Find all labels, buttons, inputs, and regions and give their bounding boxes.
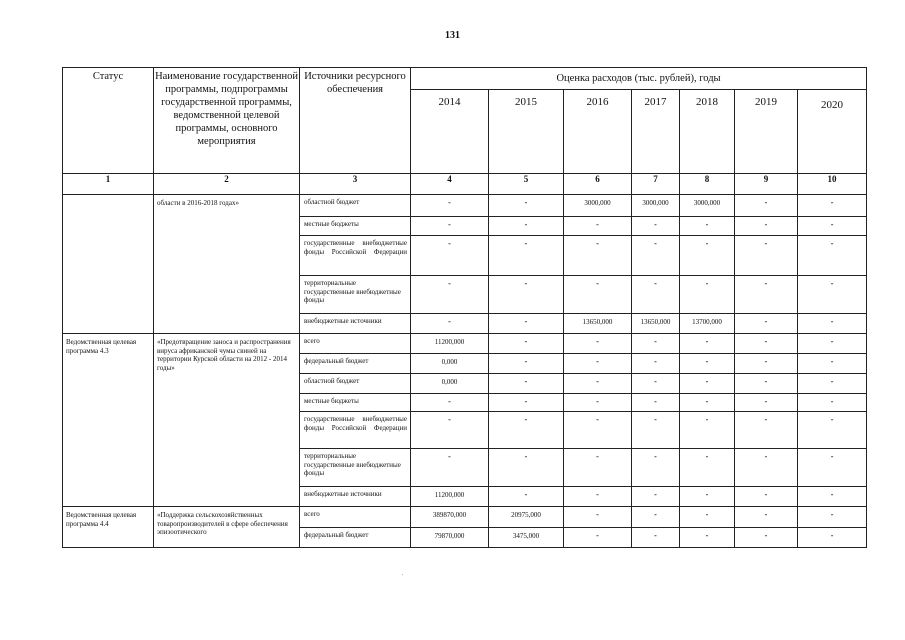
value-cell: - <box>735 487 798 507</box>
value-cell: - <box>411 236 489 276</box>
value-cell: - <box>735 334 798 354</box>
value-cell: 11200,000 <box>411 334 489 354</box>
value-cell: - <box>489 354 564 374</box>
program-name-cell: «Поддержка сельскохозяйственных товаропроизводителей в сфере обеспечения эпизоотического <box>154 507 300 548</box>
value-cell: - <box>680 528 735 548</box>
value-cell: - <box>798 507 867 528</box>
value-cell: - <box>798 487 867 507</box>
value-cell: - <box>564 528 632 548</box>
value-cell: 389870,000 <box>411 507 489 528</box>
value-cell: - <box>564 354 632 374</box>
value-cell: - <box>632 487 680 507</box>
value-cell: - <box>798 374 867 394</box>
value-cell: - <box>411 412 489 449</box>
column-number: 9 <box>735 174 798 195</box>
value-cell: - <box>735 314 798 334</box>
value-cell: - <box>632 354 680 374</box>
page-number: 131 <box>445 30 460 41</box>
table-row <box>63 334 867 354</box>
resource-table <box>62 67 867 548</box>
value-cell: - <box>564 507 632 528</box>
source-cell: местные бюджеты <box>300 394 411 412</box>
value-cell: - <box>735 236 798 276</box>
value-cell: - <box>735 507 798 528</box>
value-cell: - <box>632 507 680 528</box>
value-cell: - <box>564 374 632 394</box>
value-cell: 3000,000 <box>680 195 735 217</box>
header-year: 2019 <box>735 90 798 174</box>
value-cell: - <box>489 412 564 449</box>
value-cell: - <box>680 449 735 487</box>
column-number: 5 <box>489 174 564 195</box>
value-cell: - <box>735 528 798 548</box>
table-row <box>63 195 867 217</box>
value-cell: - <box>632 449 680 487</box>
value-cell: - <box>564 412 632 449</box>
value-cell: - <box>564 487 632 507</box>
value-cell: - <box>564 217 632 236</box>
value-cell: 20975,000 <box>489 507 564 528</box>
value-cell: - <box>680 217 735 236</box>
value-cell: - <box>798 217 867 236</box>
value-cell: - <box>798 236 867 276</box>
value-cell: - <box>489 374 564 394</box>
source-cell: территориальные государственные внебюджетные фонды <box>300 449 411 487</box>
value-cell: - <box>411 195 489 217</box>
value-cell: - <box>680 236 735 276</box>
source-cell: федеральный бюджет <box>300 354 411 374</box>
value-cell: 0,000 <box>411 374 489 394</box>
value-cell: - <box>489 314 564 334</box>
value-cell: - <box>735 195 798 217</box>
value-cell: - <box>798 276 867 314</box>
value-cell: - <box>564 334 632 354</box>
header-name: Наименование государственной программы, подпрограммы государственной программы, ведомственной целевой программы, основного мероприятия <box>154 68 300 174</box>
value-cell: - <box>489 195 564 217</box>
value-cell: 11200,000 <box>411 487 489 507</box>
value-cell: - <box>735 394 798 412</box>
value-cell: - <box>632 217 680 236</box>
value-cell: - <box>798 334 867 354</box>
value-cell: - <box>680 334 735 354</box>
value-cell: 3000,000 <box>632 195 680 217</box>
value-cell: - <box>680 487 735 507</box>
column-number: 4 <box>411 174 489 195</box>
value-cell: - <box>489 217 564 236</box>
value-cell: 3000,000 <box>564 195 632 217</box>
value-cell: - <box>680 354 735 374</box>
value-cell: - <box>489 487 564 507</box>
value-cell: - <box>798 314 867 334</box>
value-cell: - <box>798 394 867 412</box>
value-cell: 3475,000 <box>489 528 564 548</box>
source-cell: областной бюджет <box>300 374 411 394</box>
value-cell: - <box>411 314 489 334</box>
column-number: 7 <box>632 174 680 195</box>
value-cell: - <box>798 412 867 449</box>
status-cell <box>63 195 154 334</box>
value-cell: - <box>564 449 632 487</box>
value-cell: - <box>632 236 680 276</box>
value-cell: - <box>489 276 564 314</box>
program-name-cell: области в 2016-2018 годах» <box>154 195 300 334</box>
value-cell: - <box>680 374 735 394</box>
value-cell: - <box>798 354 867 374</box>
value-cell: 13650,000 <box>564 314 632 334</box>
value-cell: - <box>680 412 735 449</box>
source-cell: местные бюджеты <box>300 217 411 236</box>
value-cell: - <box>632 528 680 548</box>
value-cell: - <box>489 394 564 412</box>
scan-speck <box>402 574 403 575</box>
source-cell: внебюджетные источники <box>300 487 411 507</box>
value-cell: 0,000 <box>411 354 489 374</box>
header-sources: Источники ресурсного обеспечения <box>300 68 411 174</box>
value-cell: - <box>735 217 798 236</box>
value-cell: - <box>680 394 735 412</box>
value-cell: - <box>735 412 798 449</box>
column-number: 6 <box>564 174 632 195</box>
column-number: 8 <box>680 174 735 195</box>
status-cell: Ведомственная целевая программа 4.3 <box>63 334 154 507</box>
source-cell: федеральный бюджет <box>300 528 411 548</box>
source-cell: территориальные государственные внебюджетные фонды <box>300 276 411 314</box>
column-number: 3 <box>300 174 411 195</box>
value-cell: - <box>564 276 632 314</box>
value-cell: - <box>798 195 867 217</box>
value-cell: - <box>735 276 798 314</box>
value-cell: - <box>680 507 735 528</box>
value-cell: - <box>798 449 867 487</box>
value-cell: - <box>798 528 867 548</box>
value-cell: - <box>411 276 489 314</box>
value-cell: - <box>489 334 564 354</box>
value-cell: - <box>735 374 798 394</box>
value-cell: - <box>632 276 680 314</box>
value-cell: - <box>735 354 798 374</box>
value-cell: - <box>411 394 489 412</box>
program-name-cell: «Предотвращение заноса и распространения вируса африканской чумы свиней на территории Курской области на 2012 - 2014 годы» <box>154 334 300 507</box>
source-cell: всего <box>300 334 411 354</box>
header-year: 2018 <box>680 90 735 174</box>
value-cell: - <box>632 394 680 412</box>
header-year: 2017 <box>632 90 680 174</box>
value-cell: - <box>489 449 564 487</box>
column-number: 2 <box>154 174 300 195</box>
value-cell: - <box>680 276 735 314</box>
header-status: Статус <box>63 68 154 174</box>
source-cell: государственные внебюджетные фонды Российской Федерации <box>300 412 411 449</box>
value-cell: - <box>564 236 632 276</box>
column-number: 1 <box>63 174 154 195</box>
value-cell: - <box>411 217 489 236</box>
source-cell: государственные внебюджетные фонды Российской Федерации <box>300 236 411 276</box>
status-cell: Ведомственная целевая программа 4.4 <box>63 507 154 548</box>
header-year: 2020 <box>798 90 867 174</box>
value-cell: 13700,000 <box>680 314 735 334</box>
value-cell: - <box>411 449 489 487</box>
value-cell: 13650,000 <box>632 314 680 334</box>
value-cell: - <box>632 334 680 354</box>
source-cell: областной бюджет <box>300 195 411 217</box>
table-row <box>63 507 867 528</box>
source-cell: всего <box>300 507 411 528</box>
header-year: 2014 <box>411 90 489 174</box>
value-cell: - <box>632 374 680 394</box>
value-cell: - <box>489 236 564 276</box>
header-estimate: Оценка расходов (тыс. рублей), годы <box>411 68 867 90</box>
header-year: 2016 <box>564 90 632 174</box>
source-cell: внебюджетные источники <box>300 314 411 334</box>
header-year: 2015 <box>489 90 564 174</box>
value-cell: - <box>632 412 680 449</box>
value-cell: - <box>564 394 632 412</box>
value-cell: - <box>735 449 798 487</box>
value-cell: 79870,000 <box>411 528 489 548</box>
column-number: 10 <box>798 174 867 195</box>
